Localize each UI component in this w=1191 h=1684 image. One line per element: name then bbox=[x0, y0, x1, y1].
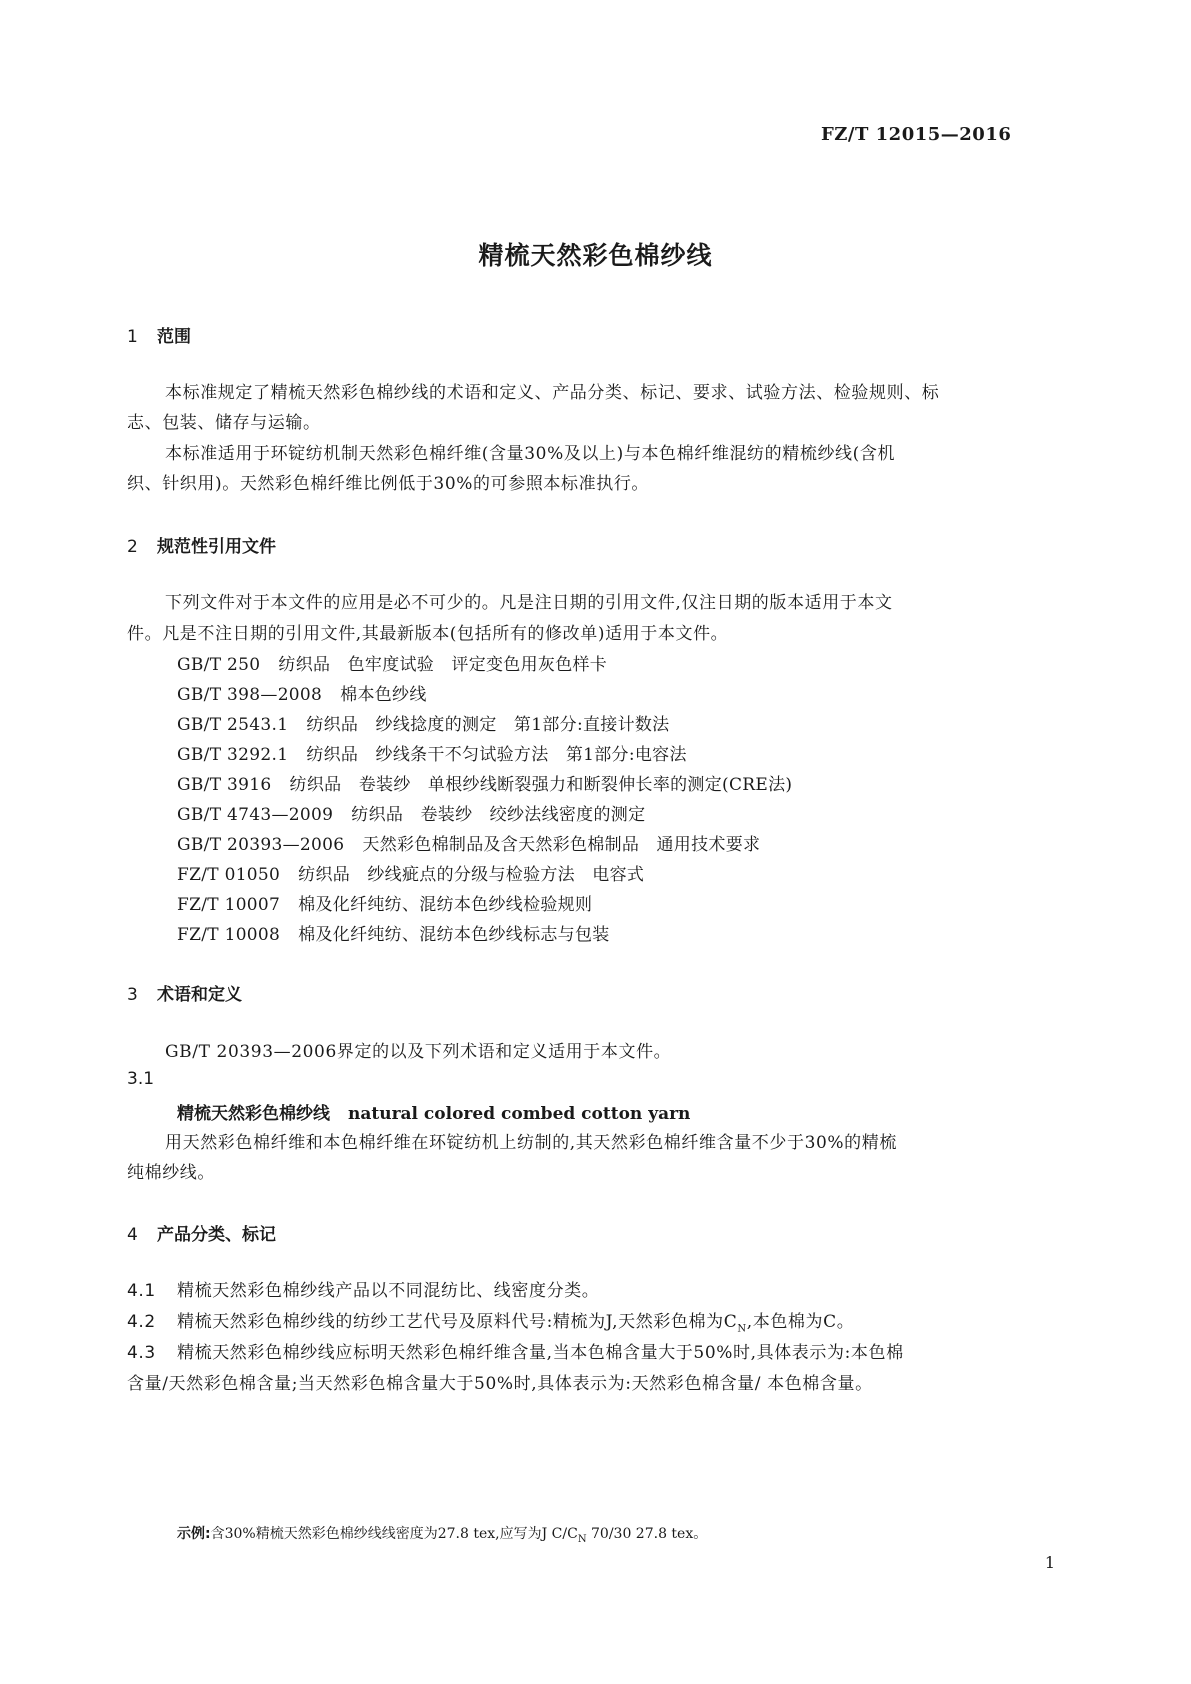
section-2-title: 规范性引用文件 bbox=[157, 537, 276, 557]
reference-item: GB/T 3916 纺织品 卷装纱 单根纱线断裂强力和断裂伸长率的测定(CRE法) bbox=[177, 775, 793, 795]
term-heading bbox=[177, 1099, 690, 1124]
reference-item: FZ/T 10007 棉及化纤纯纺、混纺本色纱线检验规则 bbox=[177, 895, 593, 915]
clause-4-3-line-1 bbox=[127, 1338, 904, 1363]
reference-item: GB/T 4743—2009 纺织品 卷装纱 绞纱法线密度的测定 bbox=[177, 805, 646, 825]
reference-item: FZ/T 01050 纺织品 纱线疵点的分级与检验方法 电容式 bbox=[177, 865, 645, 885]
clause-3-1-number: 3.1 bbox=[127, 1069, 155, 1089]
document-title: 精梳天然彩色棉纱线 bbox=[478, 241, 713, 270]
example-note bbox=[177, 1523, 707, 1545]
term-chinese: 精梳天然彩色棉纱线 bbox=[177, 1104, 330, 1124]
term-definition-line-1: 用天然彩色棉纤维和本色棉纤维在环锭纺机上纺制的,其天然彩色棉纤维含量不少于30%的精梳 bbox=[165, 1133, 897, 1153]
term-definition-line-2: 纯棉纱线。 bbox=[127, 1163, 215, 1183]
section-3-title: 术语和定义 bbox=[157, 985, 242, 1005]
section-2-heading bbox=[127, 532, 276, 557]
section-3-heading bbox=[127, 980, 242, 1005]
clause-4-2-number: 4.2 bbox=[127, 1312, 156, 1332]
section-4-heading bbox=[127, 1220, 276, 1245]
reference-item: FZ/T 10008 棉及化纤纯纺、混纺本色纱线标志与包装 bbox=[177, 925, 610, 945]
reference-item: GB/T 3292.1 纺织品 纱线条干不匀试验方法 第1部分:电容法 bbox=[177, 745, 687, 765]
clause-4-2 bbox=[127, 1307, 854, 1334]
section-1-para-2-line-2: 织、针织用)。天然彩色棉纤维比例低于30%的可参照本标准执行。 bbox=[127, 474, 650, 494]
example-label: 示例: bbox=[177, 1526, 211, 1542]
reference-item: GB/T 20393—2006 天然彩色棉制品及含天然彩色棉制品 通用技术要求 bbox=[177, 835, 761, 855]
clause-4-3-number: 4.3 bbox=[127, 1343, 156, 1363]
section-1-para-1-line-2: 志、包装、储存与运输。 bbox=[127, 413, 321, 433]
page-number: 1 bbox=[1044, 1553, 1055, 1572]
clause-4-2-text-b: ,本色棉为C。 bbox=[746, 1312, 855, 1332]
section-1-title: 范围 bbox=[157, 327, 191, 347]
section-4-title: 产品分类、标记 bbox=[157, 1225, 276, 1245]
clause-4-3-line-2: 含量/天然彩色棉含量;当天然彩色棉含量大于50%时,具体表示为:天然彩色棉含量/ 本色棉含量。 bbox=[127, 1374, 873, 1394]
section-3-number: 3 bbox=[127, 985, 138, 1005]
example-text-b: 70/30 27.8 tex。 bbox=[586, 1526, 708, 1542]
clause-4-1 bbox=[127, 1276, 599, 1301]
example-subscript: N bbox=[577, 1533, 587, 1545]
clause-4-2-subscript: N bbox=[737, 1323, 747, 1335]
example-text-a: 含30%精梳天然彩色棉纱线线密度为27.8 tex,应写为J C/C bbox=[210, 1526, 578, 1542]
term-english: natural colored combed cotton yarn bbox=[348, 1104, 691, 1124]
clause-4-1-text: 精梳天然彩色棉纱线产品以不同混纺比、线密度分类。 bbox=[177, 1281, 600, 1301]
section-2-number: 2 bbox=[127, 537, 138, 557]
section-1-number: 1 bbox=[127, 327, 138, 347]
section-4-number: 4 bbox=[127, 1225, 138, 1245]
reference-item: GB/T 398—2008 棉本色纱线 bbox=[177, 685, 427, 705]
section-1-para-2-line-1: 本标准适用于环锭纺机制天然彩色棉纤维(含量30%及以上)与本色棉纤维混纺的精梳纱线(含机 bbox=[165, 444, 896, 464]
section-1-para-1-line-1: 本标准规定了精梳天然彩色棉纱线的术语和定义、产品分类、标记、要求、试验方法、检验规则、标 bbox=[165, 383, 940, 403]
standard-number: FZ/T 12015—2016 bbox=[821, 124, 1012, 145]
reference-item: GB/T 250 纺织品 色牢度试验 评定变色用灰色样卡 bbox=[177, 655, 608, 675]
section-3-intro: GB/T 20393—2006界定的以及下列术语和定义适用于本文件。 bbox=[165, 1042, 672, 1062]
clause-4-2-text-a: 精梳天然彩色棉纱线的纺纱工艺代号及原料代号:精梳为J,天然彩色棉为C bbox=[177, 1312, 738, 1332]
section-2-para-line-2: 件。凡是不注日期的引用文件,其最新版本(包括所有的修改单)适用于本文件。 bbox=[127, 624, 729, 644]
reference-item: GB/T 2543.1 纺织品 纱线捻度的测定 第1部分:直接计数法 bbox=[177, 715, 670, 735]
section-2-para-line-1: 下列文件对于本文件的应用是必不可少的。凡是注日期的引用文件,仅注日期的版本适用于本文 bbox=[165, 593, 893, 613]
clause-4-3-text-line-1: 精梳天然彩色棉纱线应标明天然彩色棉纤维含量,当本色棉含量大于50%时,具体表示为:本色棉 bbox=[177, 1343, 904, 1363]
clause-4-1-number: 4.1 bbox=[127, 1281, 156, 1301]
section-1-heading bbox=[127, 322, 191, 347]
